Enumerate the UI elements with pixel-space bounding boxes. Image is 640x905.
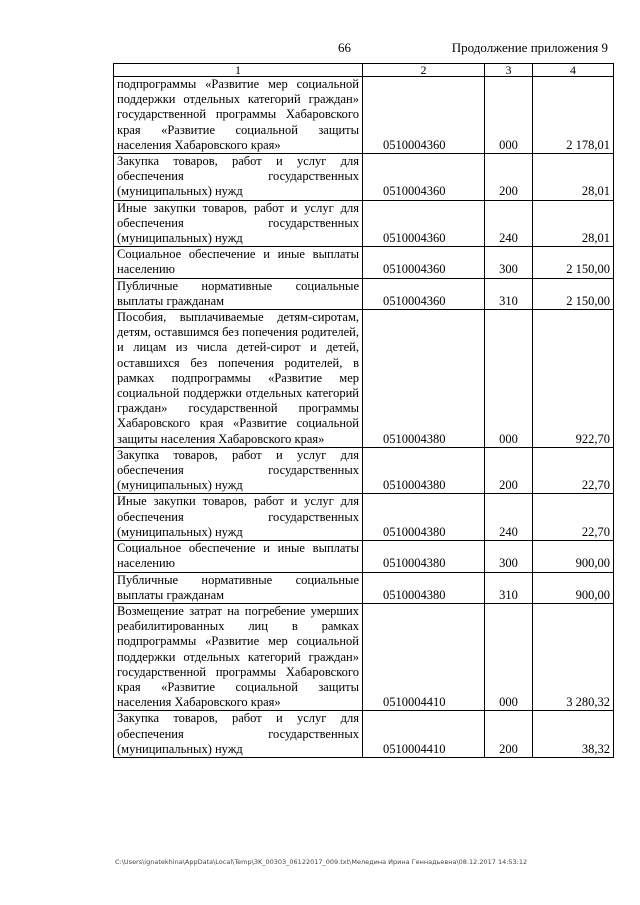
- target-article-code: 0510004380: [363, 447, 485, 494]
- column-header: 1: [114, 64, 363, 77]
- target-article-code: 0510004360: [363, 247, 485, 278]
- expense-type-code: 000: [485, 603, 533, 710]
- file-path-footer: C:\Users\ignatekhina\AppData\Local\Temp\3K_00303_06122017_009.txt\Меледина Ирина Геннадьевна\08.12.2017 14:53:12: [115, 858, 528, 866]
- table-row: [114, 603, 614, 710]
- target-article-code: 0510004360: [363, 200, 485, 247]
- table-row: [114, 154, 614, 201]
- target-article-code: 0510004410: [363, 711, 485, 758]
- continuation-title: Продолжение приложения 9: [451, 40, 608, 55]
- target-article-code: 0510004360: [363, 278, 485, 309]
- amount: 28,01: [533, 154, 614, 201]
- table-row: [114, 310, 614, 448]
- expense-type-code: 240: [485, 494, 533, 541]
- expense-type-code: 310: [485, 572, 533, 603]
- column-header: 4: [533, 64, 614, 77]
- target-article-code: 0510004380: [363, 572, 485, 603]
- amount: 22,70: [533, 447, 614, 494]
- row-name: подпрограммы «Развитие мер социальной поддержки отдельных категорий граждан» государственной программы Хабаровского края «Развитие социальной защиты населения Хабаровского края»: [114, 77, 363, 154]
- expense-type-code: 200: [485, 711, 533, 758]
- expense-type-code: 200: [485, 447, 533, 494]
- row-name: Иные закупки товаров, работ и услуг для обеспечения государственных (муниципальных) нужд: [114, 200, 363, 247]
- target-article-code: 0510004360: [363, 154, 485, 201]
- budget-table: [113, 63, 614, 758]
- expense-type-code: 300: [485, 247, 533, 278]
- amount: 922,70: [533, 310, 614, 448]
- amount: 900,00: [533, 572, 614, 603]
- row-name: Иные закупки товаров, работ и услуг для обеспечения государственных (муниципальных) нужд: [114, 494, 363, 541]
- table-row: [114, 77, 614, 154]
- column-header: 2: [363, 64, 485, 77]
- row-name: Закупка товаров, работ и услуг для обеспечения государственных (муниципальных) нужд: [114, 154, 363, 201]
- table-row: [114, 711, 614, 758]
- row-name: Социальное обеспечение и иные выплаты населению: [114, 247, 363, 278]
- table-row: [114, 447, 614, 494]
- row-name: Закупка товаров, работ и услуг для обеспечения государственных (муниципальных) нужд: [114, 447, 363, 494]
- target-article-code: 0510004380: [363, 494, 485, 541]
- row-name: Публичные нормативные социальные выплаты гражданам: [114, 572, 363, 603]
- row-name: Возмещение затрат на погребение умерших реабилитированных лиц в рамках подпрограммы «Развитие мер социальной поддержки отдельных категорий граждан» государственной программы Хабаровского края «Развитие социальной защиты населения Хабаровского края»: [114, 603, 363, 710]
- amount: 38,32: [533, 711, 614, 758]
- table-row: [114, 247, 614, 278]
- amount: 22,70: [533, 494, 614, 541]
- table-row: [114, 200, 614, 247]
- amount: 900,00: [533, 541, 614, 572]
- expense-type-code: 310: [485, 278, 533, 309]
- expense-type-code: 000: [485, 77, 533, 154]
- table-row: [114, 572, 614, 603]
- expense-type-code: 300: [485, 541, 533, 572]
- expense-type-code: 000: [485, 310, 533, 448]
- amount: 28,01: [533, 200, 614, 247]
- table-row: [114, 278, 614, 309]
- amount: 2 150,00: [533, 247, 614, 278]
- target-article-code: 0510004380: [363, 310, 485, 448]
- expense-type-code: 240: [485, 200, 533, 247]
- amount: 3 280,32: [533, 603, 614, 710]
- amount: 2 178,01: [533, 77, 614, 154]
- page-number: 66: [338, 40, 351, 55]
- column-header: 3: [485, 64, 533, 77]
- target-article-code: 0510004360: [363, 77, 485, 154]
- table-row: [114, 494, 614, 541]
- table-row: [114, 541, 614, 572]
- row-name: Закупка товаров, работ и услуг для обеспечения государственных (муниципальных) нужд: [114, 711, 363, 758]
- row-name: Социальное обеспечение и иные выплаты населению: [114, 541, 363, 572]
- target-article-code: 0510004410: [363, 603, 485, 710]
- column-number-row: [114, 64, 614, 77]
- row-name: Пособия, выплачиваемые детям-сиротам, детям, оставшимся без попечения родителей, и лицам из числа детей-сирот и детей, оставшихся без попечения родителей, в рамках подпрограммы «Развитие мер социальной поддержки отдельных категорий граждан» государственной программы Хабаровского края «Развитие социальной защиты населения Хабаровского края»: [114, 310, 363, 448]
- expense-type-code: 200: [485, 154, 533, 201]
- target-article-code: 0510004380: [363, 541, 485, 572]
- amount: 2 150,00: [533, 278, 614, 309]
- row-name: Публичные нормативные социальные выплаты гражданам: [114, 278, 363, 309]
